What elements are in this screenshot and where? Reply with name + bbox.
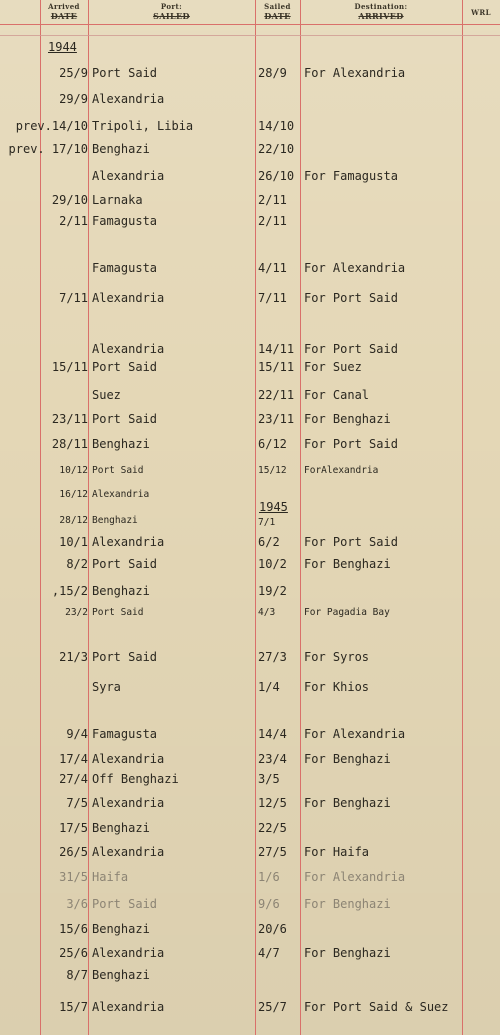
sailed-date: 26/10	[258, 169, 295, 183]
destination: For Port Said & Suez	[304, 1000, 449, 1014]
destination: For Canal	[304, 388, 370, 402]
sailed-date: 27/5	[258, 845, 287, 859]
header-rule	[0, 24, 500, 25]
ledger-row	[0, 289, 500, 309]
port-name: Suez	[92, 388, 121, 402]
port-name: Alexandria	[92, 489, 150, 500]
destination: For Alexandria	[304, 66, 406, 80]
ledger-row	[0, 90, 500, 110]
ledger-row	[0, 648, 500, 668]
arrived-date: 17/4	[59, 752, 88, 766]
sailed-date: 4/3	[258, 607, 276, 618]
destination-header-label: Destination:	[354, 2, 408, 11]
ledger-row	[0, 533, 500, 553]
port-name: Port Said	[92, 66, 158, 80]
destination: For Port Said	[304, 342, 398, 356]
arrived-date: 29/9	[59, 92, 88, 106]
destination: For Benghazi	[304, 557, 391, 571]
sailed-date: 25/7	[258, 1000, 287, 1014]
port-name: Haifa	[92, 870, 129, 884]
arrived-header-label: Arrived	[48, 2, 80, 11]
destination: For Alexandria	[304, 261, 406, 275]
destination: For Port Said	[304, 437, 398, 451]
port-name: Alexandria	[92, 169, 165, 183]
port-name: Benghazi	[92, 142, 150, 156]
sailed-date: 14/10	[258, 119, 295, 133]
sailed-header	[255, 2, 300, 21]
sailed-date: 10/2	[258, 557, 287, 571]
arrived-date: 8/7	[66, 968, 88, 982]
port-name: Benghazi	[92, 922, 150, 936]
destination: For Haifa	[304, 845, 370, 859]
arrived-date: 21/3	[59, 650, 88, 664]
port-name: Larnaka	[92, 193, 143, 207]
destination: For Benghazi	[304, 897, 391, 911]
destination: For Benghazi	[304, 752, 391, 766]
ledger-row	[0, 212, 500, 232]
ledger-row	[0, 64, 500, 84]
port-header	[88, 2, 255, 21]
ledger-row	[0, 770, 500, 790]
destination-header	[300, 2, 462, 21]
ledger-row	[0, 998, 500, 1018]
arrived-date: 10/1	[59, 535, 88, 549]
sailed-date: 1/6	[258, 870, 280, 884]
sailed-date: 7/1	[258, 517, 276, 528]
ledger-row	[0, 555, 500, 575]
sailed-header-label: Sailed	[264, 2, 291, 11]
sailed-date: 14/4	[258, 727, 287, 741]
port-name: Famagusta	[92, 214, 158, 228]
ledger-row	[0, 582, 500, 602]
ledger-row	[0, 920, 500, 940]
sailed-date: 6/2	[258, 535, 280, 549]
sailed-date: 4/11	[258, 261, 287, 275]
extra-header-label: WRL	[471, 8, 491, 17]
sailed-date: 23/11	[258, 412, 295, 426]
destination: ForAlexandria	[304, 465, 379, 476]
extra-header	[462, 8, 500, 17]
arrived-date: 23/11	[51, 412, 88, 426]
destination: For Famagusta	[304, 169, 398, 183]
ledger-row	[0, 895, 500, 915]
port-name: Alexandria	[92, 291, 165, 305]
arrived-date: 29/10	[51, 193, 88, 207]
arrived-date: 15/11	[51, 360, 88, 374]
year-1945: 1945	[259, 500, 288, 514]
arrived-date: 9/4	[66, 727, 88, 741]
arrived-date: 31/5	[59, 870, 88, 884]
port-name: Tripoli, Libia	[92, 119, 194, 133]
ledger-row	[0, 843, 500, 863]
port-header-label: Port:	[160, 2, 183, 11]
arrived-date: 16/12	[59, 489, 88, 500]
arrived-date: 26/5	[59, 845, 88, 859]
arrived-date: 23/2	[65, 607, 88, 618]
port-name: Famagusta	[92, 261, 158, 275]
port-name: Benghazi	[92, 584, 150, 598]
ledger-row	[0, 358, 500, 378]
arrived-date: 15/7	[59, 1000, 88, 1014]
ledger-row	[0, 678, 500, 698]
arrived-header-sub: DATE	[50, 11, 78, 21]
port-name: Benghazi	[92, 515, 138, 526]
arrived-date: 25/6	[59, 946, 88, 960]
port-name: Port Said	[92, 650, 158, 664]
ledger-row	[0, 191, 500, 211]
sailed-date: 15/12	[258, 465, 287, 476]
destination: For Port Said	[304, 291, 398, 305]
sailed-date: 7/11	[258, 291, 287, 305]
ledger-row	[0, 794, 500, 814]
destination: For Alexandria	[304, 727, 406, 741]
sailed-date: 20/6	[258, 922, 287, 936]
ledger-row	[0, 462, 500, 482]
sailed-date: 28/9	[258, 66, 287, 80]
arrived-date: 15/6	[59, 922, 88, 936]
port-name: Benghazi	[92, 821, 150, 835]
port-name: Alexandria	[92, 752, 165, 766]
port-name: Alexandria	[92, 796, 165, 810]
port-name: Off Benghazi	[92, 772, 179, 786]
arrived-date: ,15/2	[51, 584, 88, 598]
ledger-row	[0, 117, 500, 137]
sailed-date: 19/2	[258, 584, 287, 598]
header-rule-2	[0, 35, 500, 36]
port-header-sub: SAILED	[153, 11, 190, 21]
port-name: Syra	[92, 680, 121, 694]
arrived-header	[40, 2, 88, 21]
ledger-row	[0, 750, 500, 770]
year-1944: 1944	[48, 40, 77, 54]
ledger-row	[0, 386, 500, 406]
sailed-date: 12/5	[258, 796, 287, 810]
arrived-date: 17/5	[59, 821, 88, 835]
port-name: Port Said	[92, 897, 158, 911]
ledger-row	[0, 725, 500, 745]
sailed-date: 14/11	[258, 342, 295, 356]
port-name: Alexandria	[92, 845, 165, 859]
sailed-header-sub: DATE	[264, 11, 291, 21]
destination: For Syros	[304, 650, 370, 664]
ledger-row	[0, 140, 500, 160]
ledger-row	[0, 819, 500, 839]
arrived-date: 2/11	[59, 214, 88, 228]
port-name: Famagusta	[92, 727, 158, 741]
arrived-date: 28/11	[51, 437, 88, 451]
arrived-date: 8/2	[66, 557, 88, 571]
port-name: Alexandria	[92, 535, 165, 549]
arrived-date: 25/9	[59, 66, 88, 80]
destination: For Pagadia Bay	[304, 607, 390, 618]
ledger-row	[0, 486, 500, 506]
port-name: Port Said	[92, 465, 144, 476]
port-name: Alexandria	[92, 92, 165, 106]
destination: For Benghazi	[304, 796, 391, 810]
ledger-row	[0, 340, 500, 360]
arrived-date: 27/4	[59, 772, 88, 786]
port-name: Benghazi	[92, 968, 150, 982]
port-name: Port Said	[92, 557, 158, 571]
sailed-date: 9/6	[258, 897, 280, 911]
arrived-date: 7/11	[59, 291, 88, 305]
port-name: Alexandria	[92, 946, 165, 960]
sailed-date: 22/11	[258, 388, 295, 402]
sailed-date: 15/11	[258, 360, 295, 374]
destination: For Benghazi	[304, 412, 391, 426]
destination-header-sub: ARRIVED	[358, 11, 404, 21]
ledger-row	[0, 410, 500, 430]
sailed-date: 22/5	[258, 821, 287, 835]
ledger-row	[0, 512, 500, 532]
ledger-row	[0, 435, 500, 455]
port-name: Alexandria	[92, 1000, 165, 1014]
sailed-date: 6/12	[258, 437, 287, 451]
sailed-date: 22/10	[258, 142, 295, 156]
arrived-date: prev. 17/10	[8, 142, 88, 156]
arrived-date: prev.14/10	[15, 119, 88, 133]
sailed-date: 3/5	[258, 772, 280, 786]
ledger-row	[0, 868, 500, 888]
arrived-date: 10/12	[59, 465, 88, 476]
destination: For Alexandria	[304, 870, 406, 884]
ledger-row	[0, 167, 500, 187]
sailed-date: 1/4	[258, 680, 280, 694]
destination: For Benghazi	[304, 946, 391, 960]
sailed-date: 2/11	[258, 193, 287, 207]
ledger-row	[0, 604, 500, 624]
destination: For Port Said	[304, 535, 398, 549]
sailed-date: 4/7	[258, 946, 280, 960]
sailed-date: 2/11	[258, 214, 287, 228]
port-name: Port Said	[92, 412, 158, 426]
port-name: Alexandria	[92, 342, 165, 356]
destination: For Khios	[304, 680, 370, 694]
ledger-row	[0, 966, 500, 986]
arrived-date: 28/12	[59, 515, 88, 526]
destination: For Suez	[304, 360, 362, 374]
arrived-date: 7/5	[66, 796, 88, 810]
arrived-date: 3/6	[66, 897, 88, 911]
ledger-row	[0, 944, 500, 964]
sailed-date: 27/3	[258, 650, 287, 664]
ledger-row	[0, 259, 500, 279]
port-name: Port Said	[92, 607, 144, 618]
sailed-date: 23/4	[258, 752, 287, 766]
port-name: Port Said	[92, 360, 158, 374]
port-name: Benghazi	[92, 437, 150, 451]
